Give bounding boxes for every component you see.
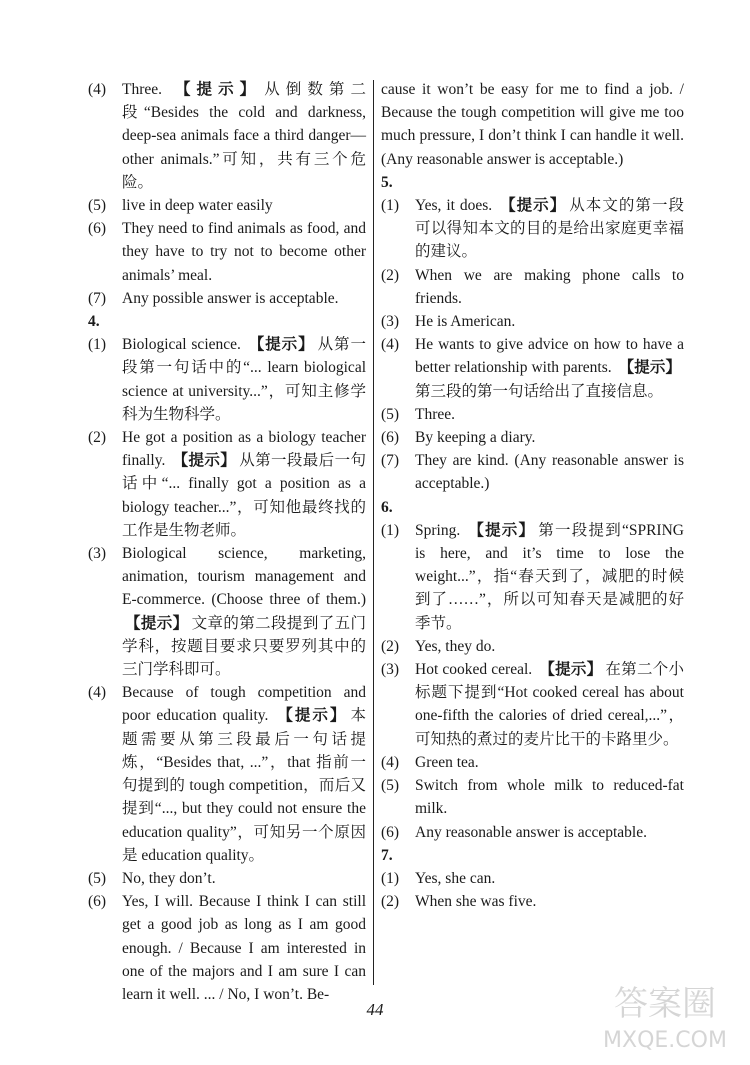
hint-label: 【提示】 (174, 81, 262, 98)
answer-item (88, 681, 366, 867)
answer-item (381, 821, 684, 844)
answer-text: When we are making phone calls to friends. (415, 266, 684, 307)
answer-number: (3) (381, 313, 400, 331)
watermark-logo (590, 977, 740, 1057)
answer-item (381, 890, 684, 913)
answer-item (381, 194, 684, 264)
hint-label: 【提示】 (618, 359, 681, 377)
answer-item (381, 426, 684, 449)
answer-item (381, 449, 684, 495)
answer-item (381, 635, 684, 658)
hint-label: 【提示】 (468, 521, 536, 539)
answer-text: Biological science. (122, 336, 246, 354)
answer-text: He is American. (415, 313, 516, 331)
answer-item (88, 194, 366, 217)
answer-item (88, 217, 366, 287)
section-number: 7. (381, 846, 393, 864)
hint-label: 【提示】 (172, 452, 237, 470)
section-number: 6. (381, 498, 393, 516)
answer-text: live in deep water easily (122, 197, 273, 215)
answer-text: Yes, they do. (415, 637, 496, 655)
section-number: 5. (381, 173, 393, 191)
answer-number: (4) (381, 753, 400, 771)
answer-number: (2) (381, 637, 400, 655)
answer-number: (5) (88, 869, 107, 887)
hint-label: 【提示】 (248, 336, 315, 354)
answer-item (381, 333, 684, 403)
answer-number: (4) (88, 81, 107, 98)
answer-item (88, 78, 366, 194)
answer-text: 文章的第二段提到了五门学科，按题目要求只要罗列其中的三门学科即可。 (122, 614, 366, 679)
answer-text: Because of tough competition and poor education quality. (122, 684, 366, 725)
answer-number: (5) (381, 777, 400, 795)
answer-text: By keeping a diary. (415, 429, 536, 447)
answer-item (88, 287, 366, 310)
answer-number: (4) (88, 684, 107, 702)
answer-text: They need to find animals as food, and they have to try not to become other animals’ meal. (122, 220, 366, 284)
answer-item (381, 403, 684, 426)
answer-number: (2) (381, 893, 400, 911)
answer-number: (2) (88, 429, 107, 447)
right-answer-column (381, 78, 684, 913)
svg-text:答案圈: 答案圈 (614, 984, 716, 1024)
answer-number: (1) (381, 869, 400, 887)
answer-item (88, 426, 366, 542)
answer-item (381, 867, 684, 890)
answer-text: Any reasonable answer is acceptable. (415, 823, 647, 841)
answer-text: Yes, it does. (415, 197, 498, 215)
svg-text:MXQE.COM: MXQE.COM (603, 1028, 727, 1053)
answer-text: Switch from whole milk to reduced-fat milk. (415, 777, 684, 818)
answer-number: (6) (381, 429, 400, 447)
answer-text: 第一段提到“SPRING is here, and it’s time to lose the weight...”，指“春天到了，减肥的时候到了……”，所以可知春天是减肥的好季节。 (415, 521, 684, 632)
answer-text: 在第二个小标题下提到“Hot cooked cereal has about one-fifth the calories of dried cereal,...”，可知热的煮过的麦片比干的卡路里少。 (415, 661, 684, 748)
answer-number: (6) (88, 893, 107, 911)
answer-number: (3) (88, 545, 107, 563)
answer-text: 第三段的第一句话给出了直接信息。 (415, 382, 664, 400)
page-number: 44 (366, 1000, 384, 1019)
answer-number: (4) (381, 336, 400, 354)
answer-text: 本题需要从第三段最后一句话提炼，“Besides that, ...”，that 指前一句提到的 tough competition，而后又提到“..., but they could not ensure the education quality”，可知另一个原因是 education quality。 (122, 707, 366, 864)
answer-continuation: cause it won’t be easy for me to find a job. / Because the tough competition will give me too much pressure, I don’t think I can handle it well. (Any reasonable answer is acceptable.) (381, 81, 684, 168)
answer-number: (6) (88, 220, 107, 238)
answer-text: 从倒数第二段“Besides the cold and darkness, deep-sea animals face a third danger—other animals.”可知，共有三个危险。 (122, 81, 366, 191)
hint-label: 【提示】 (277, 707, 348, 725)
answer-number: (1) (381, 521, 400, 539)
answer-item (88, 333, 366, 426)
answer-number: (7) (88, 289, 107, 307)
answer-item (381, 751, 684, 774)
answer-text: Yes, she can. (415, 869, 496, 887)
answer-item (88, 542, 366, 681)
answer-text: He got a position as a biology teacher finally. (122, 429, 366, 470)
answer-item (381, 264, 684, 310)
answer-text: Yes, I will. Because I think I can still get a good job as long as I am good enough. / Because I am interested in one of the majors and I am sure I can learn it well. ... / No, I won’t. Be- (122, 893, 366, 1003)
left-answer-column (88, 78, 366, 1006)
answer-item (88, 867, 366, 890)
answer-text: No, they don’t. (122, 869, 216, 887)
answer-item (381, 310, 684, 333)
answer-text: Three. (122, 81, 172, 98)
hint-label: 【提示】 (500, 197, 567, 215)
answer-text: 从本文的第一段可以得知本文的目的是给出家庭更幸福的建议。 (415, 197, 684, 261)
answer-text: When she was five. (415, 893, 537, 911)
answer-item (381, 658, 684, 751)
answer-number: (1) (88, 336, 107, 354)
answer-item (381, 774, 684, 820)
hint-label: 【提示】 (539, 661, 603, 679)
answer-text: Any possible answer is acceptable. (122, 289, 339, 307)
answer-number: (6) (381, 823, 400, 841)
answer-item (381, 519, 684, 635)
column-divider (373, 80, 374, 985)
section-number: 4. (88, 313, 100, 331)
answer-number: (3) (381, 661, 400, 679)
answer-text: Spring. (415, 521, 466, 539)
hint-label: 【提示】 (125, 614, 189, 632)
answer-number: (5) (381, 405, 400, 423)
answer-text: Three. (415, 405, 456, 423)
answer-text: He wants to give advice on how to have a better relationship with parents. (415, 336, 684, 377)
answer-number: (2) (381, 266, 400, 284)
answer-text: Biological science, marketing, animation, tourism management and E-commerce. (Choose three of them.) (122, 545, 366, 609)
answer-text: 从第一段第一句话中的“... learn biological science at university...”，可知主修学科为生物科学。 (122, 336, 366, 423)
answer-item (88, 890, 366, 1006)
answer-number: (1) (381, 197, 400, 215)
answer-text: 从第一段最后一句话中“... finally got a position as a biology teacher...”，可知他最终找的工作是生物老师。 (122, 452, 366, 539)
answer-text: They are kind. (Any reasonable answer is acceptable.) (415, 452, 684, 493)
answer-text: Hot cooked cereal. (415, 661, 537, 679)
answer-number: (7) (381, 452, 400, 470)
answer-text: Green tea. (415, 753, 479, 771)
answer-number: (5) (88, 197, 107, 215)
